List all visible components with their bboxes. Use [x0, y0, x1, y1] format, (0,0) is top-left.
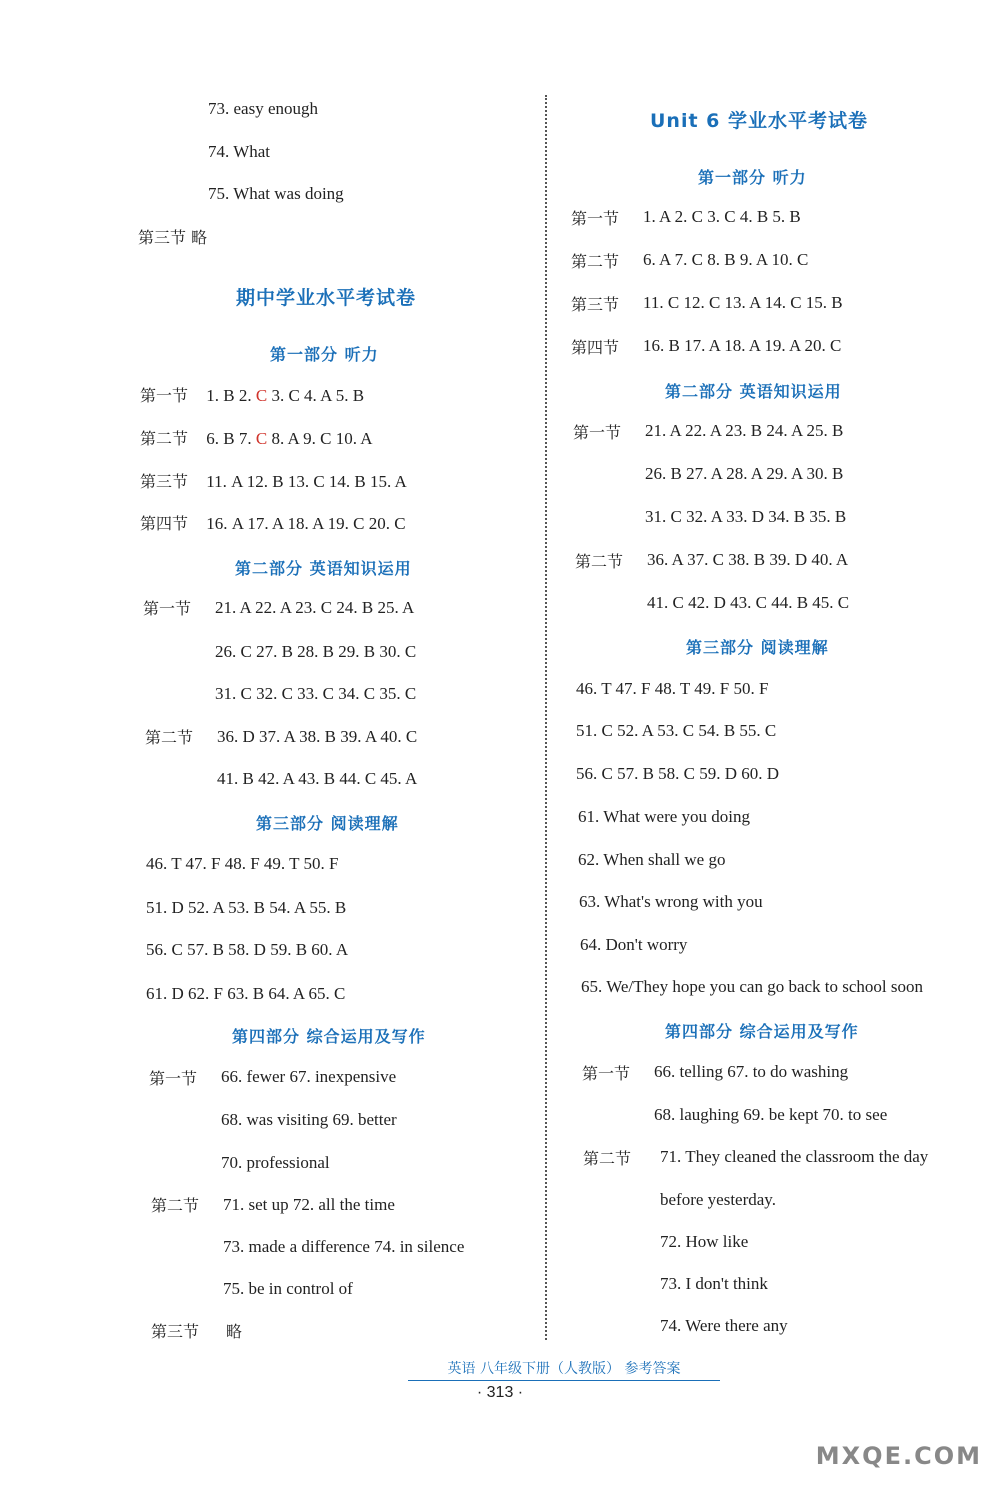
row-text: 46. T 47. F 48. T 49. F 50. F — [576, 679, 769, 698]
row-text: 74. Were there any — [660, 1316, 788, 1335]
row-text: 26. B 27. A 28. A 29. A 30. B — [645, 464, 844, 483]
row-text: 66. telling 67. to do washing — [654, 1062, 849, 1081]
midterm-title: 期中学业水平考试卷 — [236, 287, 417, 309]
row-label: 第二节 — [571, 252, 620, 271]
row-text: 68. was visiting 69. better — [221, 1110, 397, 1129]
row-text: 73. I don't think — [660, 1274, 768, 1293]
unit-title: Unit 6 学业水平考试卷 — [650, 110, 868, 132]
part1-title: 第一部分 听力 — [270, 345, 379, 364]
row-text: 56. C 57. B 58. D 59. B 60. A — [146, 940, 349, 959]
row-text: 21. A 22. A 23. C 24. B 25. A — [215, 598, 415, 617]
answer-row — [140, 513, 406, 535]
row-label: 第一节 — [571, 209, 620, 228]
row-label: 第一节 — [573, 423, 622, 442]
row-label: 第三节 — [571, 295, 620, 314]
row-text: 6. A 7. C 8. B 9. A 10. C — [643, 250, 809, 269]
row-label: 第三节 — [151, 1322, 200, 1341]
row-text: 1. A 2. C 3. C 4. B 5. B — [643, 207, 801, 226]
highlighted-answer: C — [255, 386, 268, 405]
row-label: 第一节 — [140, 386, 189, 405]
row-text: 31. C 32. C 33. C 34. C 35. C — [215, 684, 417, 703]
row-text: 66. fewer 67. inexpensive — [221, 1067, 397, 1086]
answer-line: 75. What was doing — [208, 184, 344, 203]
part2-title: 第二部分 英语知识运用 — [665, 382, 842, 401]
section-note: 第三节 略 — [138, 228, 208, 247]
watermark-logo: MXQE.COM — [815, 1442, 982, 1470]
row-label: 第二节 — [140, 429, 189, 448]
row-text: 11. A 12. B 13. C 14. B 15. A — [206, 472, 407, 491]
row-text: 65. We/They hope you can go back to school soon — [581, 977, 924, 996]
row-text: 51. C 52. A 53. C 54. B 55. C — [576, 721, 777, 740]
row-label: 第四节 — [571, 338, 620, 357]
part3-title: 第三部分 阅读理解 — [686, 638, 829, 657]
highlighted-answer: C — [255, 429, 268, 448]
answer-row — [140, 471, 407, 493]
row-label: 第一节 — [582, 1064, 631, 1083]
row-label: 第二节 — [575, 552, 624, 571]
row-text: 36. D 37. A 38. B 39. A 40. C — [217, 727, 418, 746]
row-text: 11. C 12. C 13. A 14. C 15. B — [643, 293, 843, 312]
row-text: 70. professional — [221, 1153, 330, 1172]
row-label: 第二节 — [151, 1196, 200, 1215]
row-text: 31. C 32. A 33. D 34. B 35. B — [645, 507, 847, 526]
row-text: before yesterday. — [660, 1190, 776, 1209]
row-text: 41. B 42. A 43. B 44. C 45. A — [217, 769, 418, 788]
row-label: 第四节 — [140, 514, 189, 533]
column-divider — [545, 95, 547, 1340]
part1-title: 第一部分 听力 — [698, 168, 807, 187]
row-text: 63. What's wrong with you — [579, 892, 763, 911]
row-text: 75. be in control of — [223, 1279, 353, 1298]
row-label: 第三节 — [140, 472, 189, 491]
row-text: 51. D 52. A 53. B 54. A 55. B — [146, 898, 347, 917]
row-text: 3. C 4. A 5. B — [267, 386, 365, 405]
answer-row — [140, 385, 364, 407]
row-text: 6. B 7. — [206, 429, 256, 448]
row-text: 16. B 17. A 18. A 19. A 20. C — [643, 336, 842, 355]
row-text: 8. A 9. C 10. A — [267, 429, 373, 448]
row-label: 第二节 — [145, 728, 194, 747]
row-label: 第一节 — [149, 1069, 198, 1088]
row-label: 第二节 — [583, 1149, 632, 1168]
answer-line: 73. easy enough — [208, 99, 319, 118]
row-text: 68. laughing 69. be kept 70. to see — [654, 1105, 888, 1124]
footer-caption: 英语 八年级下册（人教版） 参考答案 — [408, 1358, 720, 1381]
row-text: 略 — [226, 1322, 243, 1341]
row-text: 61. What were you doing — [578, 807, 751, 826]
answer-line: 74. What — [208, 142, 271, 161]
answer-row — [140, 428, 373, 450]
row-text: 36. A 37. C 38. B 39. D 40. A — [647, 550, 849, 569]
row-text: 1. B 2. — [206, 386, 256, 405]
row-text: 56. C 57. B 58. C 59. D 60. D — [576, 764, 780, 783]
part3-title: 第三部分 阅读理解 — [256, 814, 399, 833]
row-text: 71. They cleaned the classroom the day — [660, 1147, 929, 1166]
row-text: 46. T 47. F 48. F 49. T 50. F — [146, 854, 339, 873]
row-text: 41. C 42. D 43. C 44. B 45. C — [647, 593, 850, 612]
row-text: 73. made a difference 74. in silence — [223, 1237, 465, 1256]
part4-title: 第四部分 综合运用及写作 — [232, 1027, 426, 1046]
row-text: 61. D 62. F 63. B 64. A 65. C — [146, 984, 346, 1003]
row-text: 72. How like — [660, 1232, 749, 1251]
part4-title: 第四部分 综合运用及写作 — [665, 1022, 859, 1041]
row-text: 62. When shall we go — [578, 850, 726, 869]
row-text: 64. Don't worry — [580, 935, 688, 954]
row-text: 26. C 27. B 28. B 29. B 30. C — [215, 642, 417, 661]
row-text: 71. set up 72. all the time — [223, 1195, 395, 1214]
page-number: · 313 · — [476, 1384, 524, 1401]
row-label: 第一节 — [143, 599, 192, 618]
row-text: 16. A 17. A 18. A 19. C 20. C — [206, 514, 406, 533]
row-text: 21. A 22. A 23. B 24. A 25. B — [645, 421, 844, 440]
part2-title: 第二部分 英语知识运用 — [235, 559, 412, 578]
